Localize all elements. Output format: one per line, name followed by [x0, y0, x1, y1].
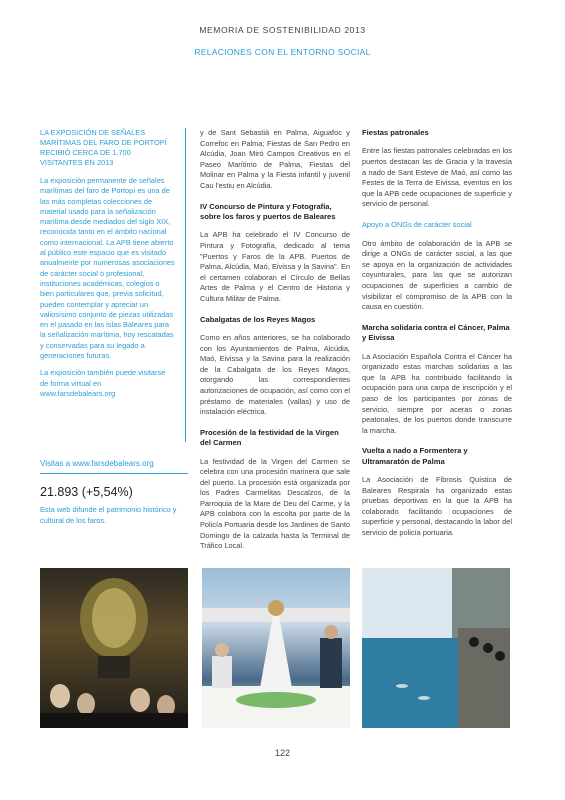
- photo-lighthouse-lens: [40, 568, 188, 728]
- page-number: 122: [274, 748, 291, 758]
- callout-visit-note: La exposición también puede visitarse de forma virtual en www.farsdebalears.org: [40, 368, 166, 398]
- heading-fiestas: Fiestas patronales: [362, 128, 429, 137]
- paragraph-vuelta: La Asociación de Fibrosis Quística de Baleares Respirala ha organizado estas pruebas deportivas en la que la APB ha colaborado facilitando ocupaciones de superficie y personal, destacando la labor del servicio de policía portuaria.: [362, 475, 512, 538]
- paragraph-cabalgatas: Como en años anteriores, se ha colaborado con los Ayuntamientos de Palma, Alcúdia, Maó, Eivissa y la Savina para la realización de la Cabalgata de los Reyes Magos, otorgando las correspondientes autorizaciones de ocupación, así como con el préstamo de materiales (vallas) y uso de instalación eléctrica.: [200, 332, 350, 417]
- harbor-swim-illustration: [362, 568, 510, 728]
- visit-link[interactable]: Visitas a www.farsdebalears.org: [40, 459, 188, 474]
- visit-stat-description: Esta web difunde el patrimonio histórico y cultural de los faros.: [40, 505, 177, 525]
- section-title: RELACIONES CON EL ENTORNO SOCIAL: [194, 47, 371, 57]
- paragraph-fiestas: Entre las fiestas patronales celebradas en los puertos destacan las de Gracia y la travesía a nado de Sant Esteve de Maó, así como las Festes de la Terra de Eivissa, eventos en los que la APB cede ocupaciones de superficie y servicio de personal.: [362, 146, 512, 209]
- heading-ong: Apoyo a ONGs de carácter social: [362, 219, 472, 229]
- heading-carmen: Procesión de la festividad de la Virgen del Carmen: [200, 427, 339, 448]
- publication-title: MEMORIA DE SOSTENIBILIDAD 2013: [199, 25, 366, 35]
- lighthouse-lens-illustration: [40, 568, 188, 728]
- paragraph-marcha: La Asociación Española Contra el Cáncer ha organizado estas marchas solidarias a las que la APB ha contribuido facilitando la ocupación para una carpa de inscripción y el paso de los participantes por zonas de servicio, siempre por aceras o zonas peatonales, de los puertos donde transcurre la marcha.: [362, 351, 512, 435]
- photo-swim-event: [362, 568, 510, 728]
- sidebar: [40, 128, 186, 442]
- callout-body: La exposición permanente de señales marítimas del faro de Portopí es una de las más completas colecciones de material usado para la señalización marítima desde mediados del siglo XIX, reconocida tanto en el ámbito nacional como internacional. La APB tiene abierto al público este espacio que es visitado anualmente por numerosas asociaciones de carácter social o profesional, instituciones académicas, colegios o bien particulares que, previa solicitud, pueden contemplar y apreciar un valiosísimo conjunto de piezas utilizadas en el pasado en las islas Baleares para la señalización marítima, hoy rescatadas y conservadas para su legado a generaciones futuras.: [40, 176, 175, 361]
- callout-box: [40, 128, 186, 442]
- heading-concurso: IV Concurso de Pintura y Fotografía, sobre los faros y puertos de Baleares: [200, 201, 336, 221]
- photo-virgen-del-carmen: [202, 568, 350, 728]
- paragraph-intro: y de Sant Sebastià en Palma, Aiguafoc y Correfoc en Palma; Fiestas de San Pedro en Alcúdia, Joan Miró Campos Creativos en el Paseo Marítimo de Palma, Fiestas del Molinar en Palma y la Fiesta infantil y juvenil Cau l'estiu en Alcúdia.: [200, 128, 350, 190]
- callout-title: LA EXPOSICIÓN DE SEÑALES MARÍTIMAS DEL FARO DE PORTOPÍ RECIBIÓ CERCA DE 1.700 VISITANTES EN 2013: [40, 128, 167, 167]
- article-column-2: [200, 128, 350, 562]
- paragraph-ong: Otro ámbito de colaboración de la APB se dirige a ONGs de carácter social, a las que se apoya en la organización de actividades coyunturales, para las que se autorizan ocupaciones de superficies a cambio de visibilizar el compromiso de la APB con la causa en cuestión.: [362, 238, 512, 312]
- visit-stat-value: 21.893 (+5,54%): [40, 485, 133, 499]
- article-column-3: [362, 128, 512, 549]
- procession-illustration: [202, 568, 350, 728]
- paragraph-concurso: La APB ha celebrado el IV Concurso de Pintura y Fotografía, dedicado al tema "Puertos y Faros de la APB. Puertos de Palma, Alcúdia, Maó, Eivissa y la Savina". En el certamen colaboran el Círculo de Bellas Artes de Palma y el Centro de Historia y Cultura Militar de Palma.: [200, 230, 350, 303]
- heading-marcha: Marcha solidaria contra el Cáncer, Palma y Eivissa: [362, 322, 510, 343]
- paragraph-carmen: La festividad de la Virgen del Carmen se celebra con una procesión marinera que sale del puerto. La procesión está organizada por los Padres Carmelitas Descalzos, de la Parroquia de la Mare de Deu del Carme, y la APB colabora con la escolta por parte de la Policía Portuaria desde los Jardines de Santo Domingo de la calzada hasta la Terminal de Tráfico Local.: [200, 456, 350, 551]
- heading-cabalgatas: Cabalgatas de los Reyes Magos: [200, 314, 316, 324]
- heading-vuelta: Vuelta a nado a Formentera y Ultramaratón de Palma: [362, 446, 468, 466]
